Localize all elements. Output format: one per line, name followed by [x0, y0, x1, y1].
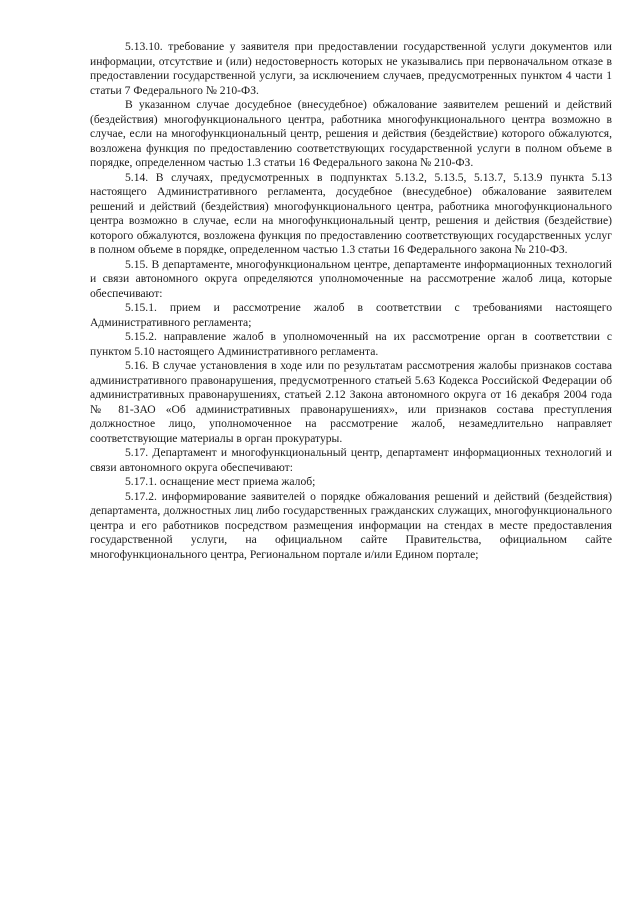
- paragraph-5-15-1: 5.15.1. прием и рассмотрение жалоб в соответствии с требованиями настоящего Административного регламента;: [90, 301, 612, 329]
- paragraph-5-14: 5.14. В случаях, предусмотренных в подпунктах 5.13.2, 5.13.5, 5.13.7, 5.13.9 пункта 5.13 настоящего Административного регламента, досудебное (внесудебное) обжалование заявителем решений и действий (бездействия) многофункционального центра, работника многофункционального центра возможно в случае, если на многофункциональный центр, решения и действия (бездействие) которого обжалуются, возложена функция по предоставлению соответствующих государственных услуг в полном объеме в порядке, определенном частью 1.3 статьи 16 Федерального закона № 210-ФЗ.: [90, 170, 612, 256]
- paragraph-5-17-2: 5.17.2. информирование заявителей о порядке обжалования решений и действий (бездействия) департамента, должностных лиц либо государственных гражданских служащих, многофункционального центра и его работников посредством размещения информации на стендах в месте предоставления государственной услуги, на официальном сайте Правительства, официальном сайте многофункционального центра, Региональном портале и/или Едином портале;: [90, 489, 612, 561]
- paragraph-5-15: 5.15. В департаменте, многофункциональном центре, департаменте информационных технологий и связи автономного округа определяются уполномоченные на рассмотрение жалоб лица, которые обеспечивают:: [90, 257, 612, 300]
- paragraph-5-13-10: 5.13.10. требование у заявителя при предоставлении государственной услуги документов или информации, отсутствие и (или) недостоверность которых не указывались при первоначальном отказе в предоставлении государственной услуги, за исключением случаев, предусмотренных пунктом 4 части 1 статьи 7 Федерального № 210-ФЗ.: [90, 40, 612, 97]
- paragraph-5-17-1: 5.17.1. оснащение мест приема жалоб;: [125, 475, 316, 488]
- paragraph-5-15-2: 5.15.2. направление жалоб в уполномоченный на их рассмотрение орган в соответствии с пунктом 5.10 настоящего Административного регламента.: [90, 330, 612, 358]
- document-body: [90, 40, 612, 562]
- paragraph-5-16: 5.16. В случае установления в ходе или по результатам рассмотрения жалобы признаков состава административного правонарушения, предусмотренного статьей 5.63 Кодекса Российской Федерации об административных правонарушениях, статьей 2.12 Закона автономного округа от 16 декабря 2004 года № 81-ЗАО «Об административных правонарушениях», или признаков состава преступления должностное лицо, уполномоченное на рассмотрение жалоб, незамедлительно направляет соответствующие материалы в орган прокуратуры.: [90, 359, 612, 445]
- paragraph-mfc-appeal-note: В указанном случае досудебное (внесудебное) обжалование заявителем решений и действий (бездействия) многофункционального центра, работника многофункционального центра возможно в случае, если на многофункциональный центр, решения и действия (бездействие) которого обжалуются, возложена функция по предоставлению соответствующих государственной услуги в полном объеме в порядке, определенном частью 1.3 статьи 16 Федерального закона № 210-ФЗ.: [90, 98, 612, 169]
- paragraph-5-17: 5.17. Департамент и многофункциональный центр, департамент информационных технологий и связи автономного округа обеспечивают:: [90, 446, 612, 474]
